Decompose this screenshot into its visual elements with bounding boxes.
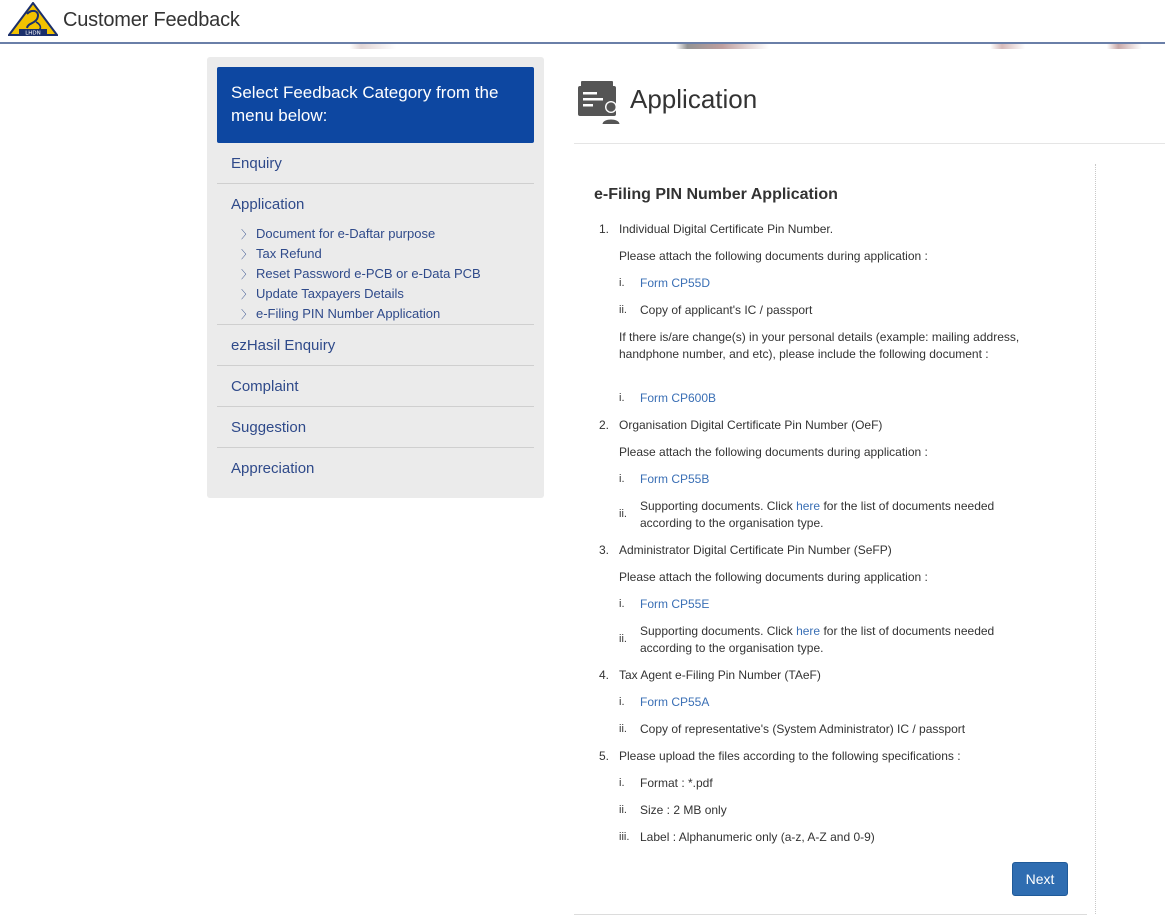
sub-number: i.	[619, 696, 625, 708]
form-cp55b-link[interactable]: Form CP55B	[640, 472, 710, 486]
next-button[interactable]: Next	[1012, 862, 1068, 896]
submenu-item-efiling-pin[interactable]: 〉 e-Filing PIN Number Application	[231, 304, 520, 324]
menu-item-label[interactable]: Application	[231, 196, 305, 213]
list-item	[599, 748, 1039, 775]
sub-text: Label : Alphanumeric only (a-z, A-Z and 0-9)	[640, 830, 875, 844]
list-item	[599, 694, 1039, 721]
step-number: 2.	[599, 418, 610, 432]
step-number: 4.	[599, 668, 610, 682]
list-item	[599, 721, 1039, 748]
sub-number: i.	[619, 777, 625, 789]
submenu-item-reset-password[interactable]: 〉 Reset Password e-PCB or e-Data PCB	[231, 264, 520, 284]
list-item	[599, 221, 1039, 248]
banner-strip	[0, 44, 1165, 49]
sub-text: Supporting documents. Click here for the list of documents needed according to the organisation type.	[640, 624, 995, 655]
sub-number: ii.	[619, 304, 627, 316]
menu-item-complaint[interactable]	[217, 366, 534, 407]
list-item	[599, 542, 1039, 569]
form-cp600b-link[interactable]: Form CP600B	[640, 391, 717, 405]
divider	[574, 914, 1087, 915]
form-cp55a-link[interactable]: Form CP55A	[640, 695, 710, 709]
sub-number: iii.	[619, 831, 630, 843]
menu-item-label[interactable]: Suggestion	[231, 419, 307, 436]
list-item	[599, 275, 1039, 302]
menu-item-label[interactable]: ezHasil Enquiry	[231, 337, 336, 354]
step-text: Individual Digital Certificate Pin Number.	[619, 222, 834, 236]
list-item	[599, 802, 1039, 829]
documents-here-link[interactable]: here	[796, 499, 821, 513]
step-note: If there is/are change(s) in your personal details (example: mailing address, handphone number, and etc), please include the following document :	[619, 330, 1020, 361]
list-item	[599, 471, 1039, 498]
chevron-right-icon: 〉	[241, 269, 252, 281]
instructions-list	[599, 221, 1039, 856]
step-note: Please attach the following documents during application :	[619, 445, 928, 459]
list-item	[599, 248, 1039, 275]
sub-text: Supporting documents. Click here for the list of documents needed according to the organisation type.	[640, 499, 995, 530]
step-text: Administrator Digital Certificate Pin Number (SeFP)	[619, 543, 892, 557]
svg-text:LHDN: LHDN	[25, 30, 41, 36]
sub-text: Format : *.pdf	[640, 776, 713, 790]
step-number: 3.	[599, 543, 610, 557]
step-note: Please attach the following documents during application :	[619, 570, 928, 584]
list-item	[599, 302, 1039, 329]
menu-item-suggestion[interactable]	[217, 407, 534, 448]
menu-item-label[interactable]: Appreciation	[231, 460, 315, 477]
sidebar-heading: Select Feedback Category from the menu below:	[217, 67, 534, 143]
list-item	[599, 329, 1039, 390]
step-number: 1.	[599, 222, 610, 236]
app-title: Customer Feedback	[63, 9, 240, 31]
sub-text: Size : 2 MB only	[640, 803, 727, 817]
step-text: Tax Agent e-Filing Pin Number (TAeF)	[619, 668, 821, 682]
menu-item-enquiry[interactable]	[217, 143, 534, 184]
menu-item-appreciation[interactable]	[217, 448, 534, 489]
category-menu	[217, 143, 534, 489]
sub-text: Copy of applicant's IC / passport	[640, 303, 813, 317]
sub-number: i.	[619, 277, 625, 289]
menu-item-application[interactable]	[217, 184, 534, 325]
step-text: Please upload the files according to the following specifications :	[619, 749, 961, 763]
application-submenu	[231, 224, 520, 324]
sub-text: Copy of representative's (System Administrator) IC / passport	[640, 722, 966, 736]
menu-item-label[interactable]: Enquiry	[231, 155, 282, 172]
chevron-right-icon: 〉	[241, 229, 252, 241]
section-title: e-Filing PIN Number Application	[594, 186, 838, 203]
list-item	[599, 623, 1039, 667]
divider	[574, 143, 1165, 144]
form-cp55d-link[interactable]: Form CP55D	[640, 276, 711, 290]
form-cp55e-link[interactable]: Form CP55E	[640, 597, 710, 611]
list-item	[599, 829, 1039, 856]
chevron-right-icon: 〉	[241, 309, 252, 321]
submenu-item-edaftar-document[interactable]: 〉 Document for e-Daftar purpose	[231, 224, 520, 244]
step-number: 5.	[599, 749, 610, 763]
divider	[1095, 164, 1096, 914]
sub-number: ii.	[619, 633, 627, 645]
documents-here-link[interactable]: here	[796, 624, 821, 638]
lhdn-logo[interactable]	[8, 2, 58, 36]
sub-number: ii.	[619, 723, 627, 735]
menu-item-label[interactable]: Complaint	[231, 378, 299, 395]
list-item	[599, 775, 1039, 802]
sub-number: ii.	[619, 508, 627, 520]
chevron-right-icon: 〉	[241, 289, 252, 301]
list-item	[599, 596, 1039, 623]
list-item	[599, 390, 1039, 417]
list-item	[599, 569, 1039, 596]
sub-number: i.	[619, 392, 625, 404]
list-item	[599, 444, 1039, 471]
submenu-item-update-taxpayers[interactable]: 〉 Update Taxpayers Details	[231, 284, 520, 304]
sub-number: i.	[619, 473, 625, 485]
sub-number: ii.	[619, 804, 627, 816]
step-note: Please attach the following documents during application :	[619, 249, 928, 263]
sub-number: i.	[619, 598, 625, 610]
chevron-right-icon: 〉	[241, 249, 252, 261]
list-item	[599, 498, 1039, 542]
list-item	[599, 417, 1039, 444]
list-item	[599, 667, 1039, 694]
submenu-item-tax-refund[interactable]: 〉 Tax Refund	[231, 244, 520, 264]
application-form-icon	[575, 78, 623, 124]
menu-item-ezhasil-enquiry[interactable]	[217, 325, 534, 366]
page-title: Application	[630, 84, 758, 114]
step-text: Organisation Digital Certificate Pin Number (OeF)	[619, 418, 883, 432]
app-header	[0, 0, 1165, 44]
feedback-category-sidebar	[207, 57, 544, 498]
